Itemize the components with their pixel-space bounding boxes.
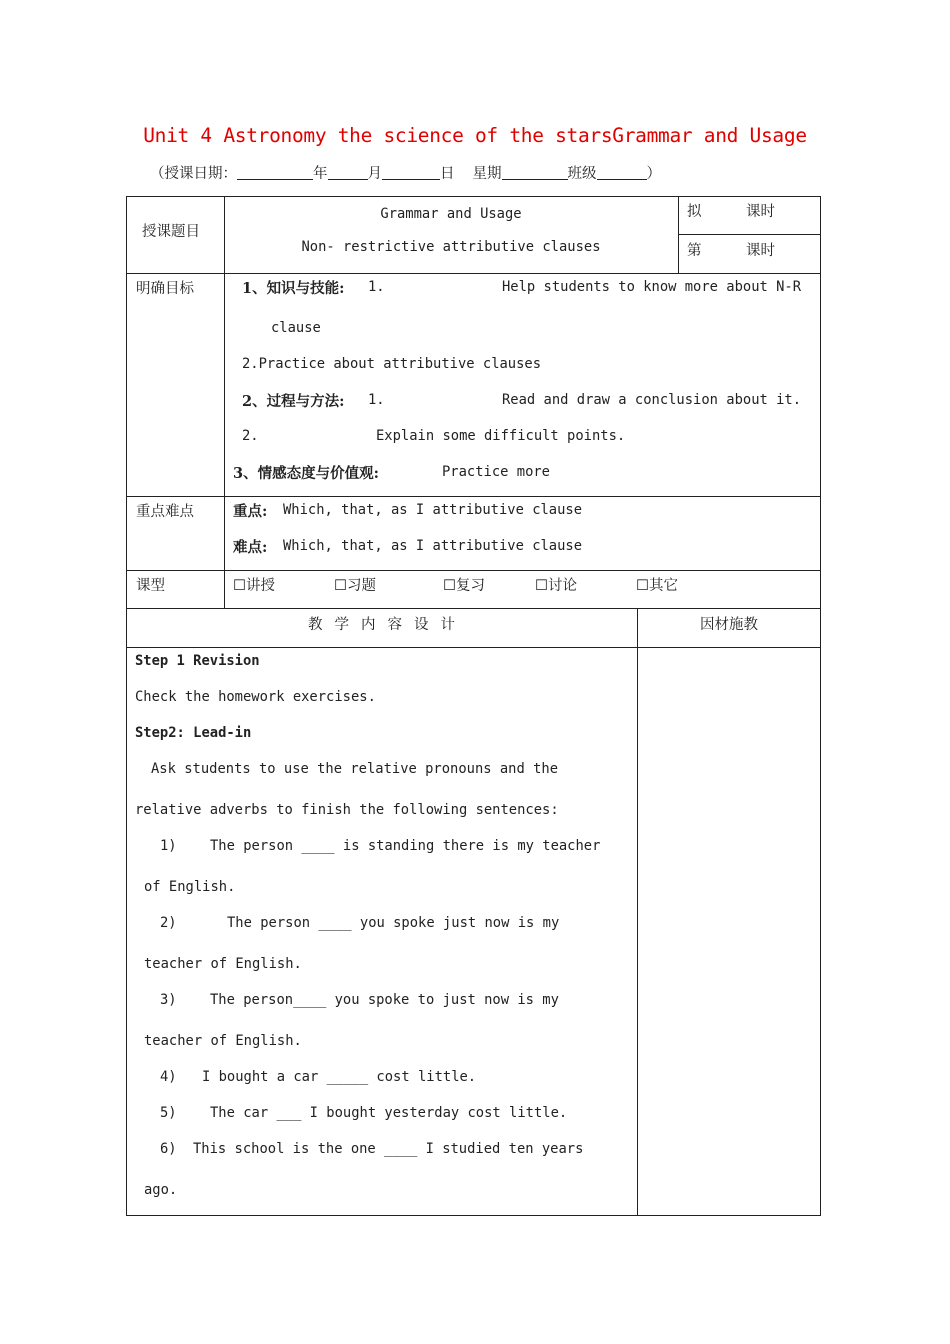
document-title: Unit 4 Astronomy the science of the starsGrammar and Usage	[143, 124, 807, 147]
row-divider	[126, 608, 821, 609]
topic-line2: Non- restrictive attributive clauses	[301, 239, 601, 255]
difficulty-heading: 难点:	[233, 539, 268, 556]
date-line	[150, 162, 661, 183]
year-label: 年	[313, 166, 328, 182]
option-discussion[interactable]: ☐讨论	[535, 578, 577, 594]
col-divider	[637, 608, 638, 1215]
process2-num: 2.	[242, 428, 259, 444]
design-header: 教学内容设计	[308, 617, 467, 633]
item-text: This school is the one ____ I studied ten years	[193, 1141, 584, 1157]
plan-unit: 课时	[746, 204, 775, 220]
item-continued: teacher of English.	[144, 956, 302, 972]
row-divider	[126, 570, 821, 571]
adapt-header: 因材施教	[700, 617, 758, 633]
item-number: 4)	[160, 1069, 177, 1085]
item-continued: of English.	[144, 879, 236, 895]
weekday-label: 星期	[472, 166, 502, 182]
step1-text: Check the homework exercises.	[135, 689, 376, 705]
item-text: I bought a car _____ cost little.	[202, 1069, 477, 1085]
item-text: The car ___ I bought yesterday cost little.	[210, 1105, 568, 1121]
item-number: 2)	[160, 915, 177, 931]
nth-label: 第	[687, 243, 702, 259]
step1-heading: Step 1 Revision	[135, 653, 260, 669]
table-border-top	[126, 196, 821, 197]
col-divider	[224, 196, 225, 608]
option-lecture[interactable]: ☐讲授	[233, 578, 275, 594]
difficulty-text: Which, that, as I attributive clause	[283, 538, 583, 554]
weekday-blank	[502, 165, 568, 180]
process-num: 1.	[368, 392, 385, 408]
topic-label: 授课题目	[142, 224, 200, 240]
date-open: （授课日期：	[150, 166, 237, 182]
key-heading: 重点:	[233, 503, 268, 520]
year-blank	[237, 165, 313, 180]
knowledge-num: 1.	[368, 279, 385, 295]
option-exercise[interactable]: ☐习题	[334, 578, 376, 594]
process-text: Read and draw a conclusion about it.	[502, 392, 802, 408]
emotion-heading: 3、情感态度与价值观:	[233, 465, 379, 482]
topic-line1: Grammar and Usage	[380, 206, 522, 222]
objectives-label: 明确目标	[136, 281, 194, 297]
item-number: 3)	[160, 992, 177, 1008]
item-continued: teacher of English.	[144, 1033, 302, 1049]
step2-heading: Step2: Lead-in	[135, 725, 252, 741]
knowledge-text: Help students to know more about N-R	[502, 279, 802, 295]
intro-line1: Ask students to use the relative pronouns and the	[151, 761, 559, 777]
practice-text: 2.Practice about attributive clauses	[242, 356, 542, 372]
class-blank	[597, 165, 647, 180]
plan-label: 拟	[687, 204, 702, 220]
table-border-left	[126, 196, 127, 1216]
key-text: Which, that, as I attributive clause	[283, 502, 583, 518]
row-divider	[126, 273, 821, 274]
option-other[interactable]: ☐其它	[636, 578, 678, 594]
item-number: 6)	[160, 1141, 177, 1157]
month-label: 月	[367, 166, 382, 182]
item-text: The person____ you spoke to just now is my	[210, 992, 559, 1008]
knowledge-continued: clause	[271, 320, 321, 336]
day-label: 日	[440, 166, 455, 182]
option-review[interactable]: ☐复习	[443, 578, 485, 594]
row-divider	[678, 234, 821, 235]
knowledge-heading: 1、知识与技能:	[242, 280, 345, 297]
lesson-type-label: 课型	[136, 578, 165, 594]
process-heading: 2、过程与方法:	[242, 393, 345, 410]
item-text: The person ____ you spoke just now is my	[227, 915, 560, 931]
row-divider	[126, 496, 821, 497]
table-border-right	[820, 196, 821, 1216]
item-number: 1)	[160, 838, 177, 854]
class-label: 班级	[567, 166, 597, 182]
lesson-plan-table	[126, 196, 821, 1216]
col-divider	[678, 196, 679, 273]
item-text: The person ____ is standing there is my teacher	[210, 838, 601, 854]
emotion-text: Practice more	[442, 464, 550, 480]
day-blank	[382, 165, 440, 180]
table-border-bottom	[126, 1215, 821, 1216]
keypoints-label: 重点难点	[136, 504, 194, 520]
row-divider	[126, 647, 821, 648]
item-continued: ago.	[144, 1182, 178, 1198]
intro-line2: relative adverbs to finish the following sentences:	[135, 802, 559, 818]
month-blank	[328, 165, 368, 180]
date-close: ）	[646, 166, 661, 182]
nth-unit: 课时	[746, 243, 775, 259]
process2-text: Explain some difficult points.	[376, 428, 626, 444]
item-number: 5)	[160, 1105, 177, 1121]
